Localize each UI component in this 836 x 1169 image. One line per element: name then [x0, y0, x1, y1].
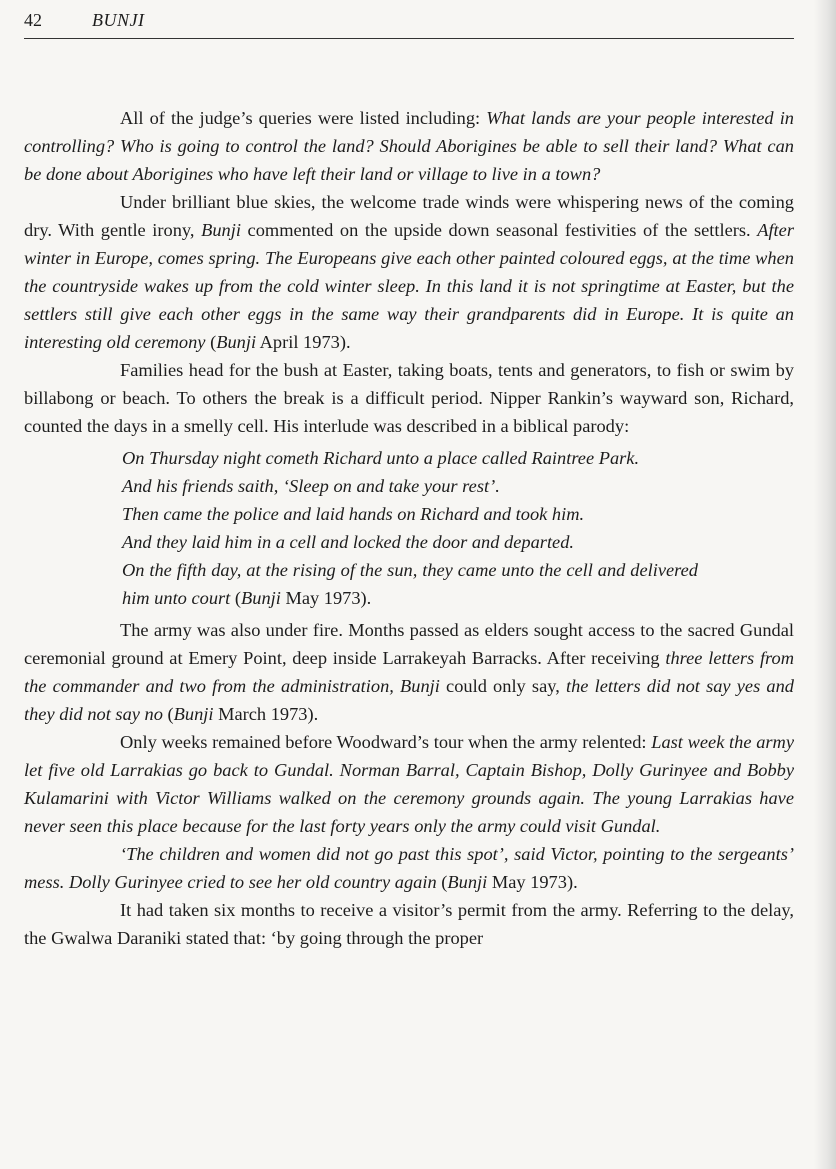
verse-line: On the fifth day, at the rising of the sun, they came unto the cell and delivered him unto court (Bunji May 1973).	[122, 560, 698, 608]
paragraph-families: Families head for the bush at Easter, taking boats, tents and generators, to fish or swim by billabong or beach. To others the break is a difficult period. Nipper Rankin’s wayward son, Richard, counted the days in a smelly cell. His interlude was described in a biblical parody:	[24, 360, 794, 436]
paragraph-easter: Under brilliant blue skies, the welcome trade winds were whispering news of the coming dry. With gentle irony, Bunji commented on the upside down seasonal festivities of the settlers. After winter in Europe, comes spring. The Europeans give each other painted coloured eggs, at the time when the countryside wakes up from the cold winter sleep. In this land it is not springtime at Easter, but the settlers still give each other eggs in the same way their grandparents did in Europe. It is quite an interesting old ceremony (Bunji April 1973).	[24, 192, 794, 352]
page-header	[24, 8, 794, 39]
paragraph-permit: It had taken six months to receive a visitor’s permit from the army. Referring to the delay, the Gwalwa Daraniki stated that: ‘by going through the proper	[24, 900, 794, 948]
paragraph-gundal: Only weeks remained before Woodward’s tour when the army relented: Last week the army let five old Larrakias go back to Gundal. Norman Barral, Captain Bishop, Dolly Gurinyee and Bobby Kulamarini with Victor Williams walked on the ceremony grounds again. The young Larrakias have never seen this place because for the last forty years only the army could visit Gundal.	[24, 732, 794, 836]
paragraph-judge-queries: All of the judge’s queries were listed including: What lands are your people interested in controlling? Who is going to control the land? Should Aborigines be able to sell their land? What can be done about Aborigines who have left their land or village to live in a town?	[24, 108, 795, 184]
page-number: 42	[24, 10, 42, 30]
verse-line: On Thursday night cometh Richard unto a place called Raintree Park.	[122, 448, 640, 468]
verse-line: And his friends saith, ‘Sleep on and take your rest’.	[122, 476, 500, 496]
body-text	[24, 104, 794, 952]
running-head: BUNJI	[92, 10, 145, 30]
paragraph-victor: ‘The children and women did not go past this spot’, said Victor, pointing to the sergeants’ mess. Dolly Gurinyee cried to see her old country again (Bunji May 1973).	[24, 844, 794, 892]
biblical-parody-quote	[122, 444, 698, 612]
verse-line: And they laid him in a cell and locked the door and departed.	[122, 532, 575, 552]
paragraph-army: The army was also under fire. Months passed as elders sought access to the sacred Gundal ceremonial ground at Emery Point, deep inside Larrakeyah Barracks. After receiving three letters from the commander and two from the administration, Bunji could only say, the letters did not say yes and they did not say no (Bunji March 1973).	[24, 620, 795, 724]
verse-line: Then came the police and laid hands on Richard and took him.	[122, 504, 585, 524]
page-edge-shadow	[814, 0, 836, 1169]
